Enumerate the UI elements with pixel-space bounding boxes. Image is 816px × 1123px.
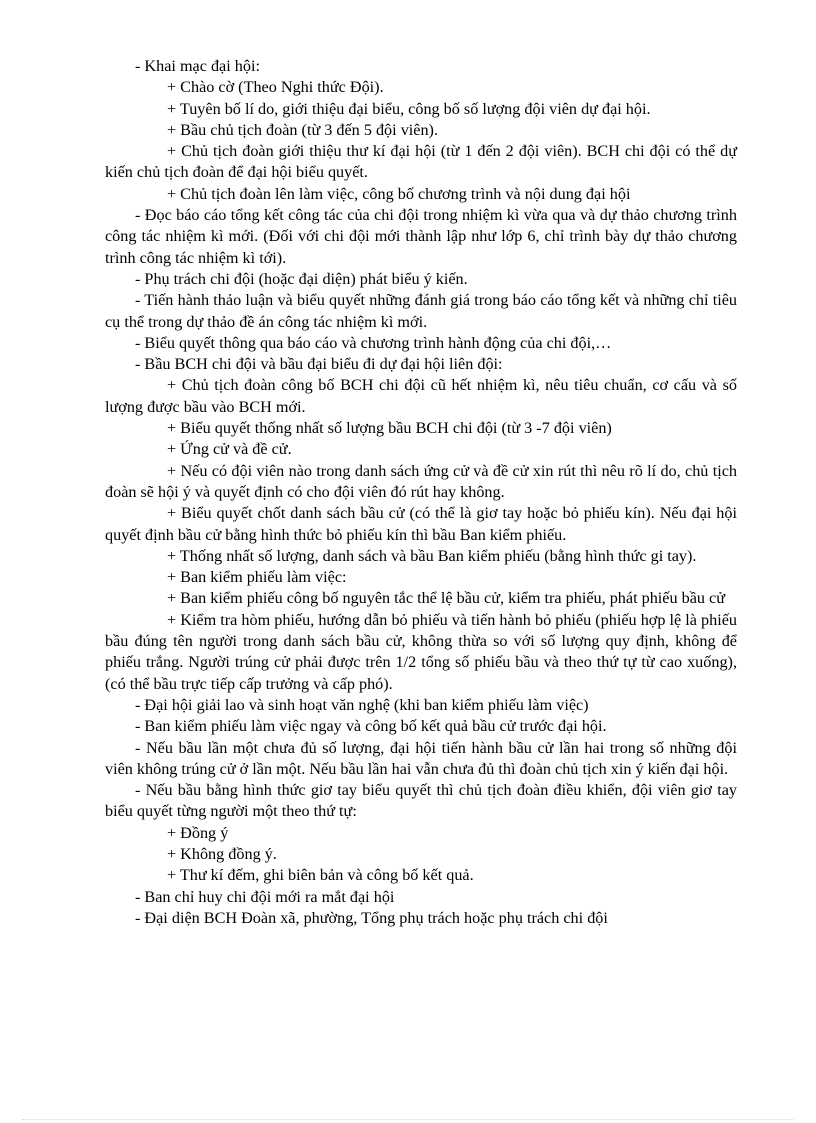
page-bottom-divider	[22, 1119, 794, 1120]
paragraph: + Chào cờ (Theo Nghi thức Đội).	[167, 78, 384, 97]
paragraph: + Nếu có đội viên nào trong danh sách ứng cử và đề cử xin rút thì nêu rõ lí do, chủ tịch đoàn sẽ hội ý và quyết định có cho đội viên đó rút hay không.	[105, 461, 737, 501]
paragraph: + Đồng ý	[167, 823, 229, 842]
paragraph: + Chủ tịch đoàn giới thiệu thư kí đại hội (từ 1 đến 2 đội viên). BCH chi đội có thể dự kiến chủ tịch đoàn để đại hội biểu quyết.	[105, 142, 737, 182]
document-body	[105, 56, 737, 929]
paragraph: - Đại diện BCH Đoàn xã, phường, Tổng phụ trách hoặc phụ trách chi đội	[135, 908, 608, 927]
paragraph: + Không đồng ý.	[167, 844, 277, 863]
paragraph: - Biểu quyết thông qua báo cáo và chương trình hành động của chi đội,…	[135, 333, 612, 352]
paragraph: + Biểu quyết thống nhất số lượng bầu BCH chi đội (từ 3 -7 đội viên)	[167, 419, 612, 438]
paragraph: + Biểu quyết chốt danh sách bầu cử (có thể là giơ tay hoặc bỏ phiếu kín). Nếu đại hội quyết định bầu cử bằng hình thức bỏ phiếu kín thì bầu Ban kiểm phiếu.	[105, 504, 737, 544]
paragraph: - Khai mạc đại hội:	[135, 57, 260, 75]
paragraph: + Chủ tịch đoàn lên làm việc, công bố chương trình và nội dung đại hội	[167, 184, 631, 203]
paragraph: + Bầu chủ tịch đoàn (từ 3 đến 5 đội viên).	[167, 120, 438, 139]
paragraph: - Nếu bầu bằng hình thức giơ tay biểu quyết thì chủ tịch đoàn điều khiển, đội viên giơ tay biểu quyết từng người một theo thứ tự:	[105, 781, 737, 821]
paragraph: + Ban kiểm phiếu làm việc:	[167, 568, 347, 587]
paragraph: - Nếu bầu lần một chưa đủ số lượng, đại hội tiến hành bầu cử lần hai trong số những đội viên không trúng cử ở lần một. Nếu bầu lần hai vẫn chưa đủ thì đoàn chủ tịch xin ý kiến đại hội.	[105, 738, 737, 778]
paragraph: + Ban kiểm phiếu công bố nguyên tắc thể lệ bầu cử, kiểm tra phiếu, phát phiếu bầu cử	[167, 589, 726, 608]
paragraph: - Ban kiểm phiếu làm việc ngay và công bố kết quả bầu cử trước đại hội.	[135, 717, 607, 736]
paragraph: + Chủ tịch đoàn công bố BCH chi đội cũ hết nhiệm kì, nêu tiêu chuẩn, cơ cấu và số lượng được bầu vào BCH mới.	[105, 376, 737, 416]
paragraph: + Thư kí đếm, ghi biên bản và công bố kết quả.	[167, 866, 474, 885]
paragraph: + Kiểm tra hòm phiếu, hướng dẫn bỏ phiếu và tiến hành bỏ phiếu (phiếu hợp lệ là phiếu bầu đúng tên người trong danh sách bầu cử, không thừa so với số lượng quy định, không để phiếu trắng. Người trúng cử phải được trên 1/2 tổng số phiếu bầu và theo thứ tự từ cao xuống), (có thể bầu trực tiếp cấp trưởng và cấp phó).	[105, 610, 737, 693]
paragraph: - Tiến hành thảo luận và biểu quyết những đánh giá trong báo cáo tổng kết và những chỉ tiêu cụ thể trong dự thảo đề án công tác nhiệm kì mới.	[105, 291, 737, 331]
paragraph: + Ứng cử và đề cử.	[167, 440, 292, 459]
paragraph: + Tuyên bố lí do, giới thiệu đại biểu, công bố số lượng đội viên dự đại hội.	[167, 99, 651, 118]
paragraph: - Bầu BCH chi đội và bầu đại biểu đi dự đại hội liên đội:	[135, 355, 503, 374]
paragraph: + Thống nhất số lượng, danh sách và bầu Ban kiểm phiếu (bằng hình thức gi tay).	[167, 546, 697, 565]
paragraph: - Đọc báo cáo tổng kết công tác của chi đội trong nhiệm kì vừa qua và dự thảo chương trình công tác nhiệm kì mới. (Đối với chi đội mới thành lập như lớp 6, chỉ trình bày dự thảo chương trình công tác nhiệm kì tới).	[105, 206, 737, 267]
paragraph: - Phụ trách chi đội (hoặc đại diện) phát biểu ý kiến.	[135, 269, 468, 288]
paragraph: - Đại hội giải lao và sinh hoạt văn nghệ (khi ban kiểm phiếu làm việc)	[135, 695, 589, 714]
paragraph: - Ban chỉ huy chi đội mới ra mắt đại hội	[135, 887, 395, 906]
